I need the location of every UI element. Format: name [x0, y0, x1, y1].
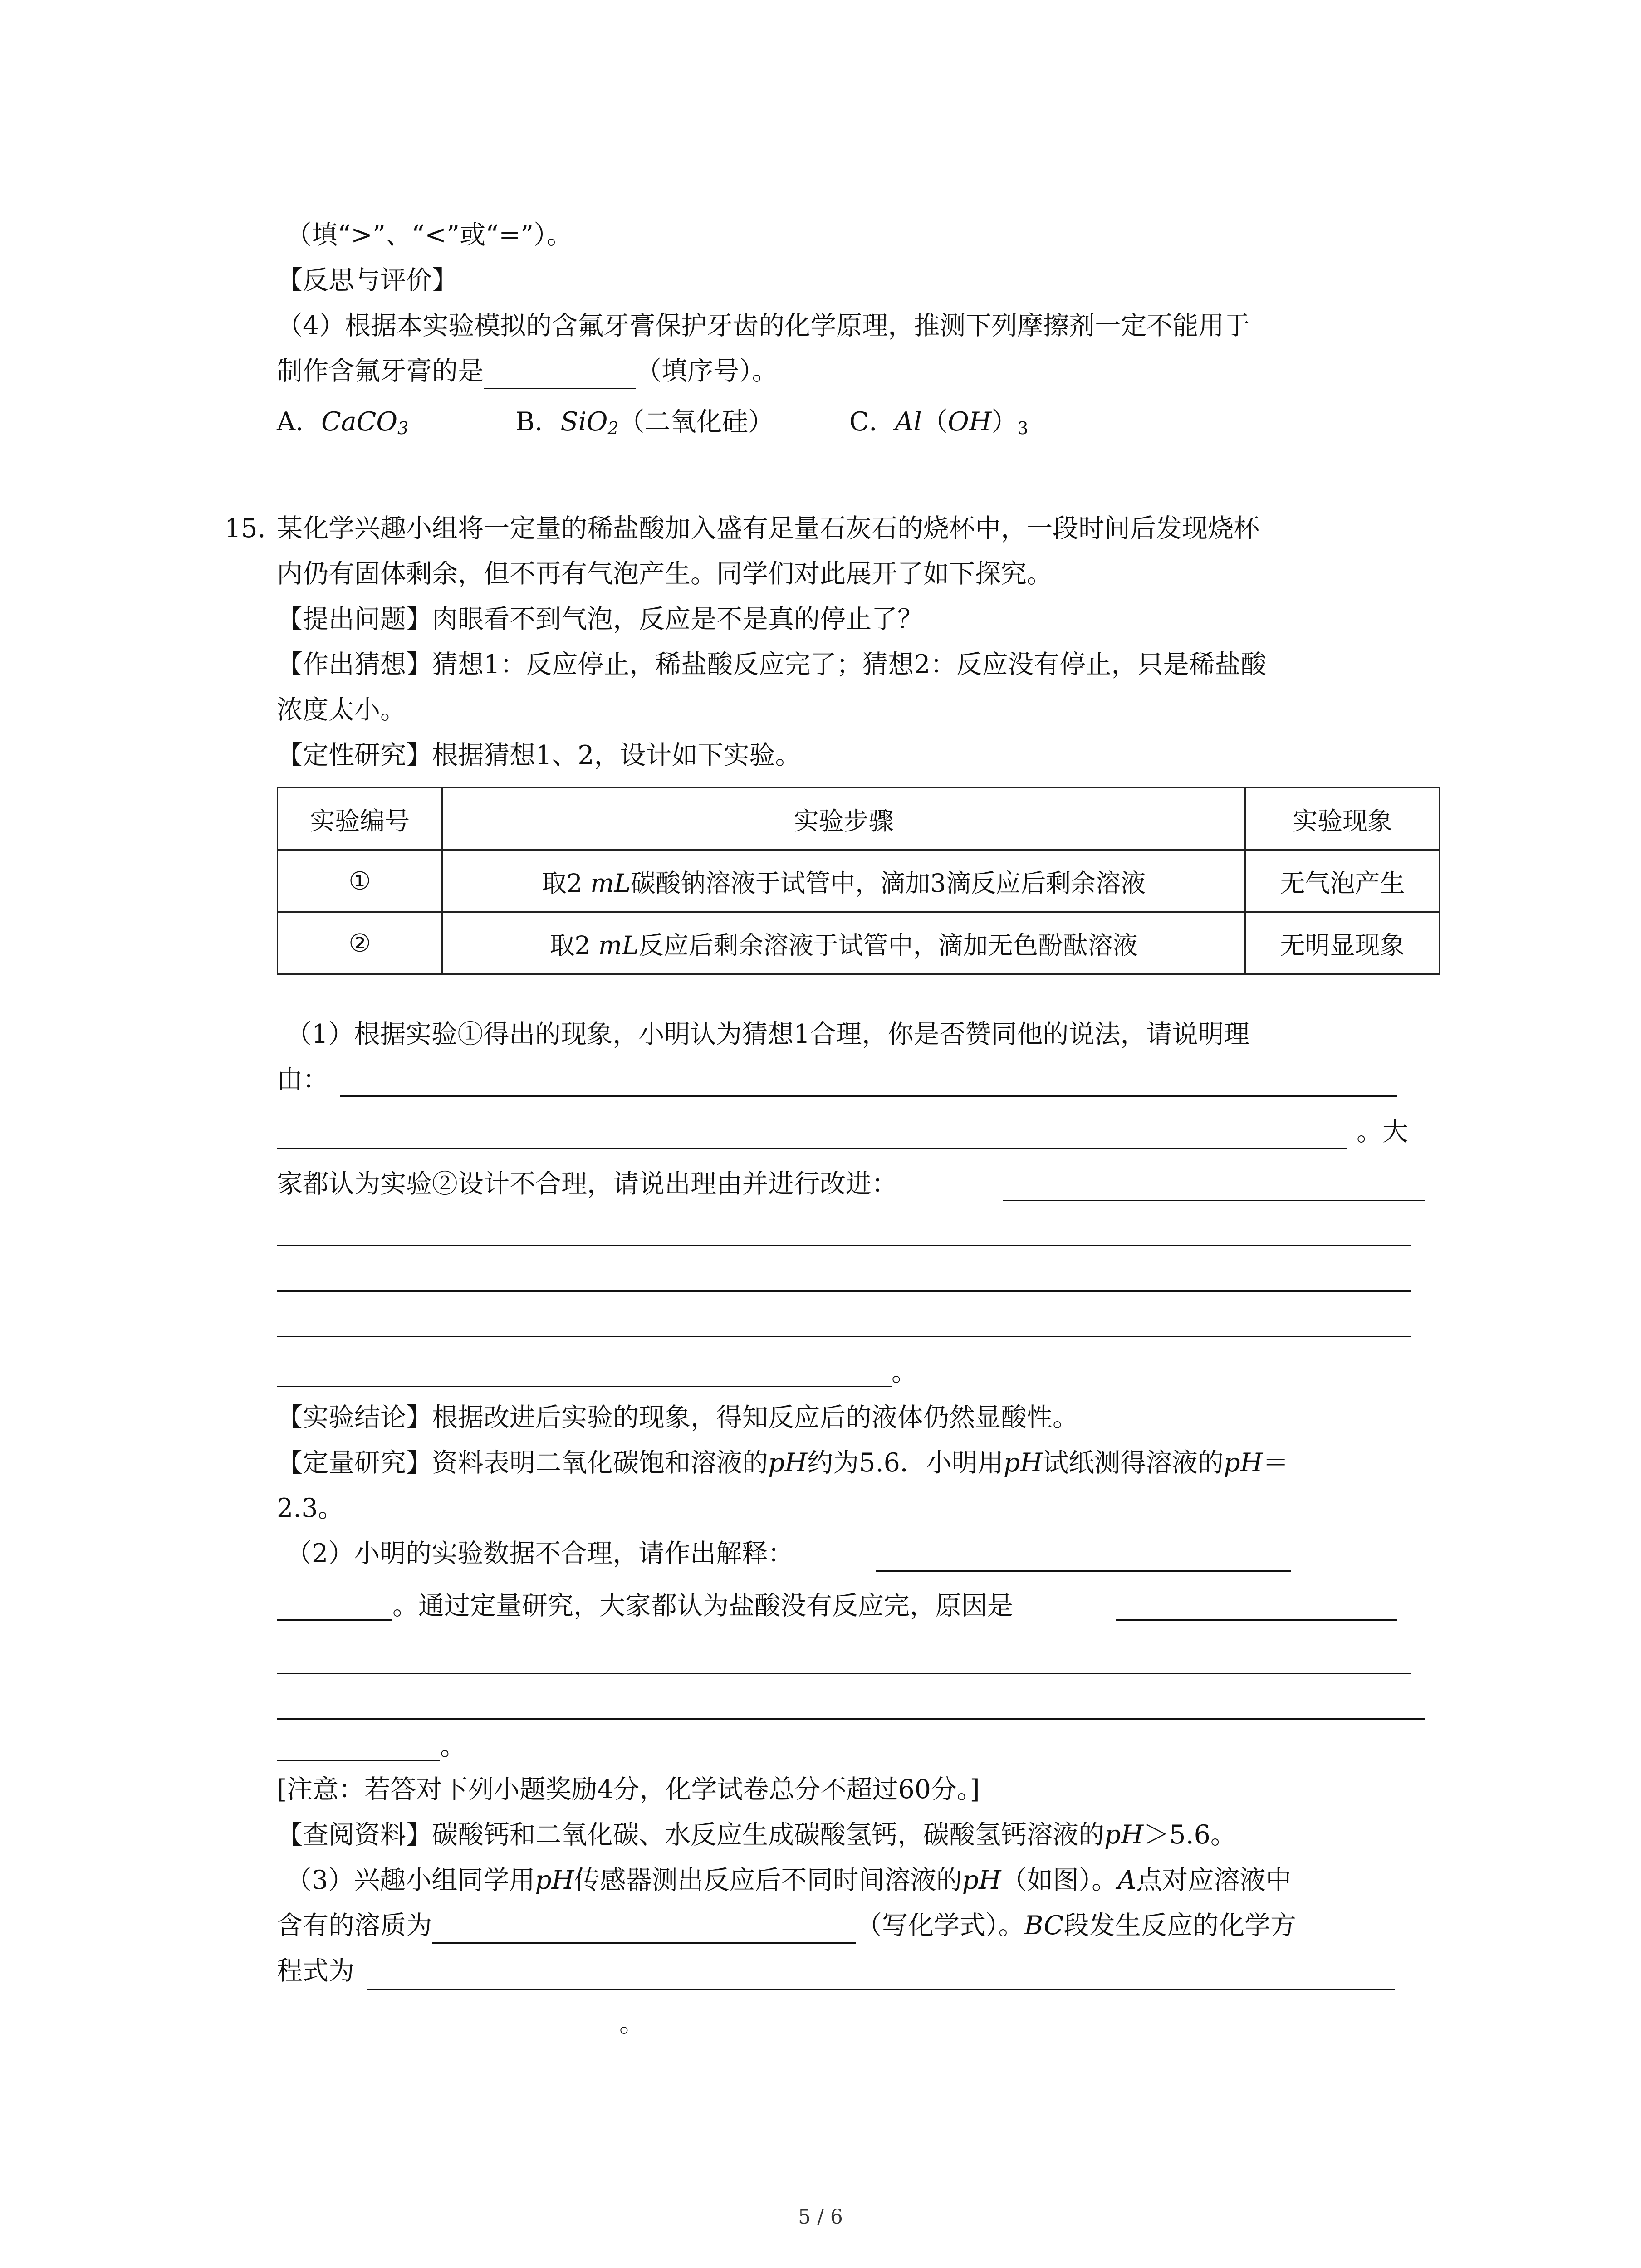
experiment-conclusion: 【实验结论】根据改进后实验的现象，得知反应后的液体仍然显酸性。 [277, 1403, 1078, 1432]
option-a[interactable]: A．CaCO$_3$ [277, 407, 409, 438]
q14-part4-hint: （填序号）。 [636, 356, 778, 386]
answer-line[interactable] [277, 1760, 440, 1761]
answer-line[interactable] [1116, 1619, 1397, 1621]
q15-part2-end: 。 [440, 1731, 466, 1761]
row-step: 取2 mL反应后剩余溶液于试管中，滴加无色酚酞溶液 [442, 912, 1245, 974]
row-phenomenon: 无气泡产生 [1245, 850, 1440, 912]
answer-line[interactable] [876, 1570, 1291, 1572]
header-step: 实验步骤 [442, 788, 1245, 850]
q15-intro-line1: 某化学兴趣小组将一定量的稀盐酸加入盛有足量石灰石的烧杯中，一段时间后发现烧杯 [277, 513, 1259, 543]
q15-intro-line2: 内仍有固体剩余，但不再有气泡产生。同学们对此展开了如下探究。 [277, 559, 1053, 589]
row-step: 取2 mL碳酸钠溶液于试管中，滴加3滴反应后剩余溶液 [442, 850, 1245, 912]
q15-part1-line3-end: 。大 [1357, 1117, 1408, 1147]
reflection-heading: 【反思与评价】 [277, 265, 458, 295]
answer-line[interactable] [340, 1095, 1397, 1097]
answer-line[interactable] [277, 1336, 1411, 1337]
table-row [278, 912, 1440, 974]
answer-line[interactable] [367, 1989, 1395, 1990]
q15-part1-line4: 家都认为实验②设计不合理，请说出理由并进行改进： [277, 1169, 897, 1199]
page-number: 5 / 6 [798, 2205, 843, 2229]
q15-part1-end: 。 [892, 1357, 917, 1387]
table-header-row [278, 788, 1440, 850]
answer-line[interactable] [277, 1619, 392, 1621]
row-no: ① [278, 850, 442, 912]
q15-part1-line1: （1）根据实验①得出的现象，小明认为猜想1合理，你是否赞同他的说法，请说明理 [286, 1019, 1250, 1049]
q14-part4-text: 制作含氟牙膏的是 [277, 356, 484, 386]
header-no: 实验编号 [278, 788, 442, 850]
answer-blank[interactable] [484, 360, 636, 389]
q15-part3-line3: 程式为 [277, 1956, 354, 1986]
hypothesis-line2: 浓度太小。 [277, 695, 406, 725]
q15-part2-line1: （2）小明的实验数据不合理，请作出解释： [286, 1539, 794, 1569]
q15-part1-line2: 由： [277, 1065, 328, 1095]
question-number: 15. [225, 513, 266, 543]
quantitative-study-line2: 2.3。 [277, 1493, 344, 1523]
q14-options [277, 404, 1029, 440]
quantitative-study-line1: 【定量研究】资料表明二氧化碳饱和溶液的pH约为5.6．小明用pH试纸测得溶液的pH＝ [277, 1448, 1289, 1478]
header-phenomenon: 实验现象 [1245, 788, 1440, 850]
answer-blank[interactable] [432, 1913, 856, 1944]
option-c[interactable]: C．$Al(OH)_3$ [849, 407, 1029, 438]
experiment-table [277, 787, 1440, 975]
q14-part4-line1: （4）根据本实验模拟的含氟牙膏保护牙齿的化学原理，推测下列摩擦剂一定不能用于 [277, 311, 1250, 341]
answer-line[interactable] [277, 1245, 1411, 1246]
answer-line[interactable] [277, 1148, 1347, 1149]
row-phenomenon: 无明显现象 [1245, 912, 1440, 974]
answer-line[interactable] [1003, 1200, 1425, 1201]
answer-line[interactable] [277, 1673, 1411, 1674]
q14-part4-line2 [277, 353, 778, 389]
bonus-note: [注意：若答对下列小题奖励4分，化学试卷总分不超过60分。] [277, 1774, 980, 1804]
hypothesis-line1: 【作出猜想】猜想1：反应停止，稀盐酸反应完了；猜想2：反应没有停止，只是稀盐酸 [277, 650, 1267, 679]
row-no: ② [278, 912, 442, 974]
table-row [278, 850, 1440, 912]
q15-part3-end: 。 [619, 2008, 645, 2038]
fill-instruction: （填“>”、“<”或“=”）。 [286, 220, 573, 250]
reference-info: 【查阅资料】碳酸钙和二氧化碳、水反应生成碳酸氢钙，碳酸氢钙溶液的pH＞5.6。 [277, 1820, 1236, 1850]
raise-question: 【提出问题】肉眼看不到气泡，反应是不是真的停止了？ [277, 604, 923, 634]
qualitative-study: 【定性研究】根据猜想1、2，设计如下实验。 [277, 740, 801, 770]
q15-part2-line2: 。通过定量研究，大家都认为盐酸没有反应完，原因是 [392, 1591, 1013, 1621]
q15-part3-line2: 含有的溶质为 （写化学式）。BC段发生反应的化学方 [277, 1907, 1296, 1944]
q15-part3-line1: （3）兴趣小组同学用pH传感器测出反应后不同时间溶液的pH（如图）。A点对应溶液中 [286, 1865, 1292, 1895]
option-b[interactable]: B．SiO$_2$（二氧化硅） [515, 407, 774, 438]
answer-line[interactable] [277, 1386, 892, 1387]
answer-line[interactable] [277, 1718, 1425, 1720]
answer-line[interactable] [277, 1290, 1411, 1292]
